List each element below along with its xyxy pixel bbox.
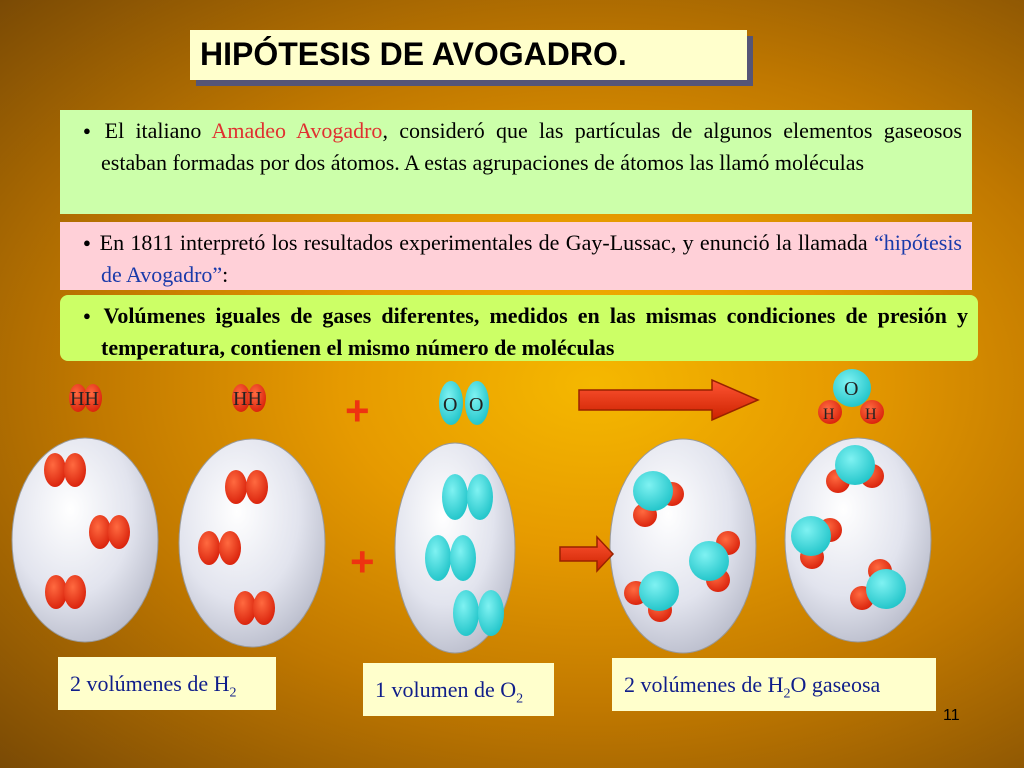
bullet-1-text: ● El italiano Amadeo Avogadro, consideró que las partículas de algunos elementos gaseosos estaban formadas por dos átomos. A estas agrupaciones de átomos las llamó moléculas (83, 118, 962, 175)
bullet-dot-icon: ● (83, 123, 97, 138)
h2-legend-2 (232, 384, 266, 412)
plus-sign-bottom: + (350, 538, 375, 585)
h2-legend-1 (69, 384, 102, 412)
h2o-legend-o: O (844, 378, 859, 400)
slide-number: 11 (943, 707, 960, 724)
hypothesis-quote: “hipótesis de Avogadro” (101, 230, 962, 287)
avogadro-name: Amadeo Avogadro (211, 118, 383, 143)
bullet-dot-icon: ● (83, 235, 92, 250)
h2o-legend (818, 369, 884, 424)
bullet-dot-icon: ● (83, 308, 96, 323)
h2o-legend-h2: H (865, 406, 877, 423)
o-legend-text-1: O (443, 394, 458, 416)
o-legend-text-2: O (469, 394, 484, 416)
bullet-3-text: ● Volúmenes iguales de gases diferentes, medidos en las mismas condiciones de presión y temperatura, contienen el mismo número de moléculas (83, 303, 968, 360)
reaction-arrow-top-icon (579, 380, 758, 420)
bullet-2-text: ● En 1811 interpretó los resultados experimentales de Gay-Lussac, y enunció la llamada “hipótesis de Avogadro”: (83, 230, 962, 287)
label-h2o-volumes: 2 volúmenes de $H_2O$ gaseosa (612, 658, 936, 711)
label-o2-volume: 1 volumen de $O_2$ (363, 663, 554, 716)
h2-legend-2-text: HH (233, 388, 262, 410)
plus-sign-top: + (345, 387, 370, 434)
label-h2-volumes: 2 volúmenes de $H_2$ (58, 657, 276, 710)
h2-legend-1-text: HH (70, 388, 99, 410)
slide-title: HIPÓTESIS DE AVOGADRO. (200, 36, 627, 72)
reaction-arrow-bottom-icon (560, 537, 613, 571)
o2-legend (439, 381, 489, 425)
h2o-legend-h1: H (823, 406, 835, 423)
